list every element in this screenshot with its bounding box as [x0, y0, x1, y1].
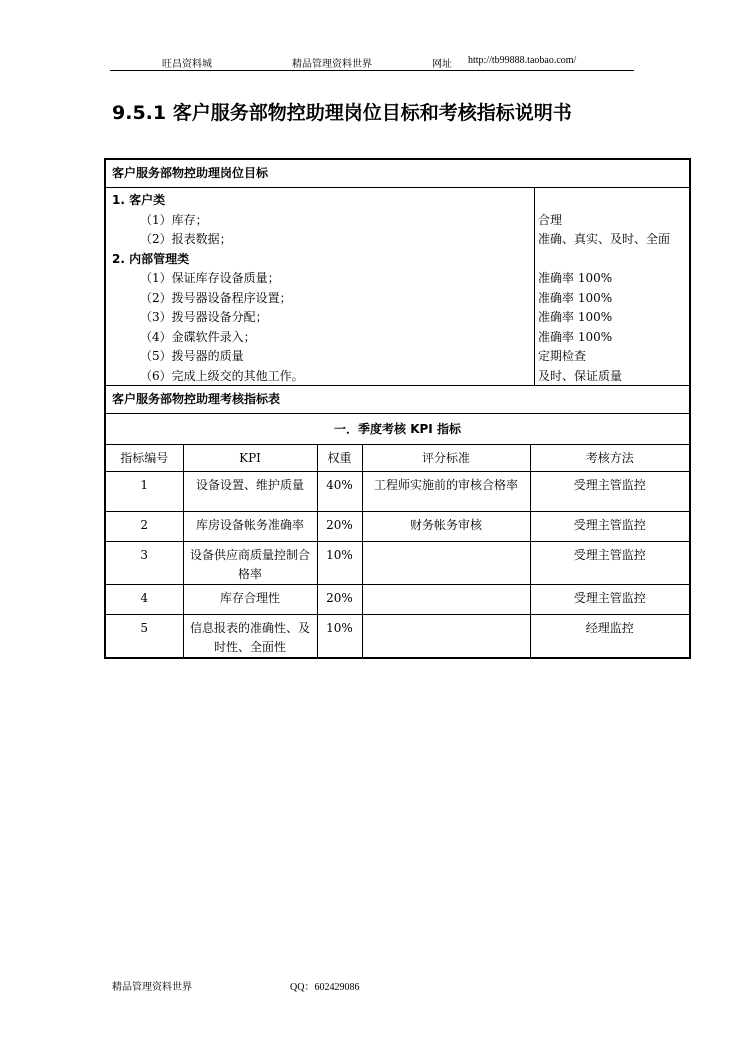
kpi-no: 1: [106, 472, 183, 512]
table-row: [106, 472, 689, 512]
goal-item: （5）拨号器的质量: [140, 349, 244, 363]
kpi-name: 设备设置、维护质量: [183, 472, 317, 512]
kpi-weight: 40%: [317, 472, 362, 512]
goal-item: （2）拨号器设备程序设置；: [140, 290, 292, 305]
goal-category: 1. 客户类: [112, 193, 166, 207]
kpi-method: 经理监控: [585, 621, 634, 635]
kpi-method: 受理主管监控: [530, 585, 689, 615]
col-header-method: 考核方法: [530, 445, 689, 472]
col-header-no: 指标编号: [106, 445, 183, 472]
table-row: [106, 585, 689, 615]
goal-standard: 准确、真实、及时、全面: [538, 232, 671, 246]
kpi-method: 受理主管监控: [530, 542, 689, 585]
kpi-name: 库房设备帐务准确率: [183, 512, 317, 542]
goals-list: [106, 188, 689, 386]
kpi-table: [106, 445, 689, 657]
goal-item: （2）报表数据；: [140, 232, 232, 246]
header-site-name: 精品管理资料世界: [292, 59, 372, 70]
goal-row: [106, 190, 689, 210]
goals-heading: 客户服务部物控助理岗位目标: [106, 160, 689, 188]
goal-row: [106, 346, 689, 366]
kpi-heading: 客户服务部物控助理考核指标表: [106, 386, 689, 414]
goal-row: [106, 229, 689, 249]
goal-standard: 准确率 100%: [538, 271, 613, 285]
page-title: 9.5.1 客户服务部物控助理岗位目标和考核指标说明书: [112, 102, 572, 124]
kpi-no: 4: [106, 585, 183, 615]
goal-row: [106, 366, 689, 386]
table-row: [106, 512, 689, 542]
footer-qq: QQ：602429086: [290, 982, 360, 993]
kpi-weight: 20%: [317, 512, 362, 542]
quarter-kpi-title: 一．季度考核 KPI 指标: [106, 414, 689, 445]
goal-row: [106, 288, 689, 308]
goal-row: [106, 327, 689, 347]
page-footer: [112, 978, 360, 993]
kpi-name: 设备供应商质量控制合格率: [183, 542, 317, 585]
col-header-weight: 权重: [317, 445, 362, 472]
kpi-method: 受理主管监控: [530, 512, 689, 542]
kpi-no: 5: [106, 615, 183, 658]
table-row: [106, 615, 689, 658]
kpi-standard: 财务帐务审核: [362, 512, 530, 542]
kpi-standard: [362, 585, 530, 615]
kpi-no: 2: [106, 512, 183, 542]
kpi-name: 信息报表的准确性、及时性、全面性: [183, 615, 317, 658]
kpi-standard: 工程师实施前的审核合格率: [362, 472, 530, 512]
kpi-standard: [362, 615, 530, 658]
table-row: [106, 542, 689, 585]
kpi-weight: 20%: [317, 585, 362, 615]
kpi-standard: [362, 542, 530, 585]
goal-standard: 及时、保证质量: [538, 368, 623, 383]
goal-row: [106, 249, 689, 269]
goal-standard: 合理: [538, 212, 563, 227]
goal-row: [106, 210, 689, 230]
header-shop-name: 旺昌资料城: [162, 59, 212, 70]
goal-standard: 准确率 100%: [538, 329, 613, 344]
goal-category: 2. 内部管理类: [112, 251, 190, 266]
goal-row: [106, 307, 689, 327]
kpi-no: 3: [106, 542, 183, 585]
kpi-header-row: [106, 445, 689, 472]
goal-item: （1）库存；: [140, 212, 208, 227]
kpi-name: 库存合理性: [183, 585, 317, 615]
footer-site-name: 精品管理资料世界: [112, 982, 192, 993]
kpi-weight: 10%: [317, 615, 362, 658]
goal-item: （6）完成上级交的其他工作。: [140, 368, 304, 383]
kpi-method: 受理主管监控: [530, 472, 689, 512]
page-header: [110, 52, 634, 71]
goal-standard: 准确率 100%: [538, 310, 613, 324]
goal-item: （1）保证库存设备质量；: [140, 271, 280, 285]
header-url-label: 网址: [432, 59, 452, 70]
goal-item: （3）拨号器设备分配；: [140, 310, 268, 324]
col-header-kpi: KPI: [183, 445, 317, 472]
goal-row: [106, 268, 689, 288]
goal-standard: 准确率 100%: [538, 290, 613, 305]
col-header-standard: 评分标准: [362, 445, 530, 472]
goal-standard: 定期检查: [538, 349, 587, 363]
goal-item: （4）金碟软件录入；: [140, 329, 256, 344]
kpi-weight: 10%: [317, 542, 362, 585]
document-table: [104, 158, 691, 659]
header-url-link[interactable]: http://tb99888.taobao.com/: [468, 55, 577, 66]
